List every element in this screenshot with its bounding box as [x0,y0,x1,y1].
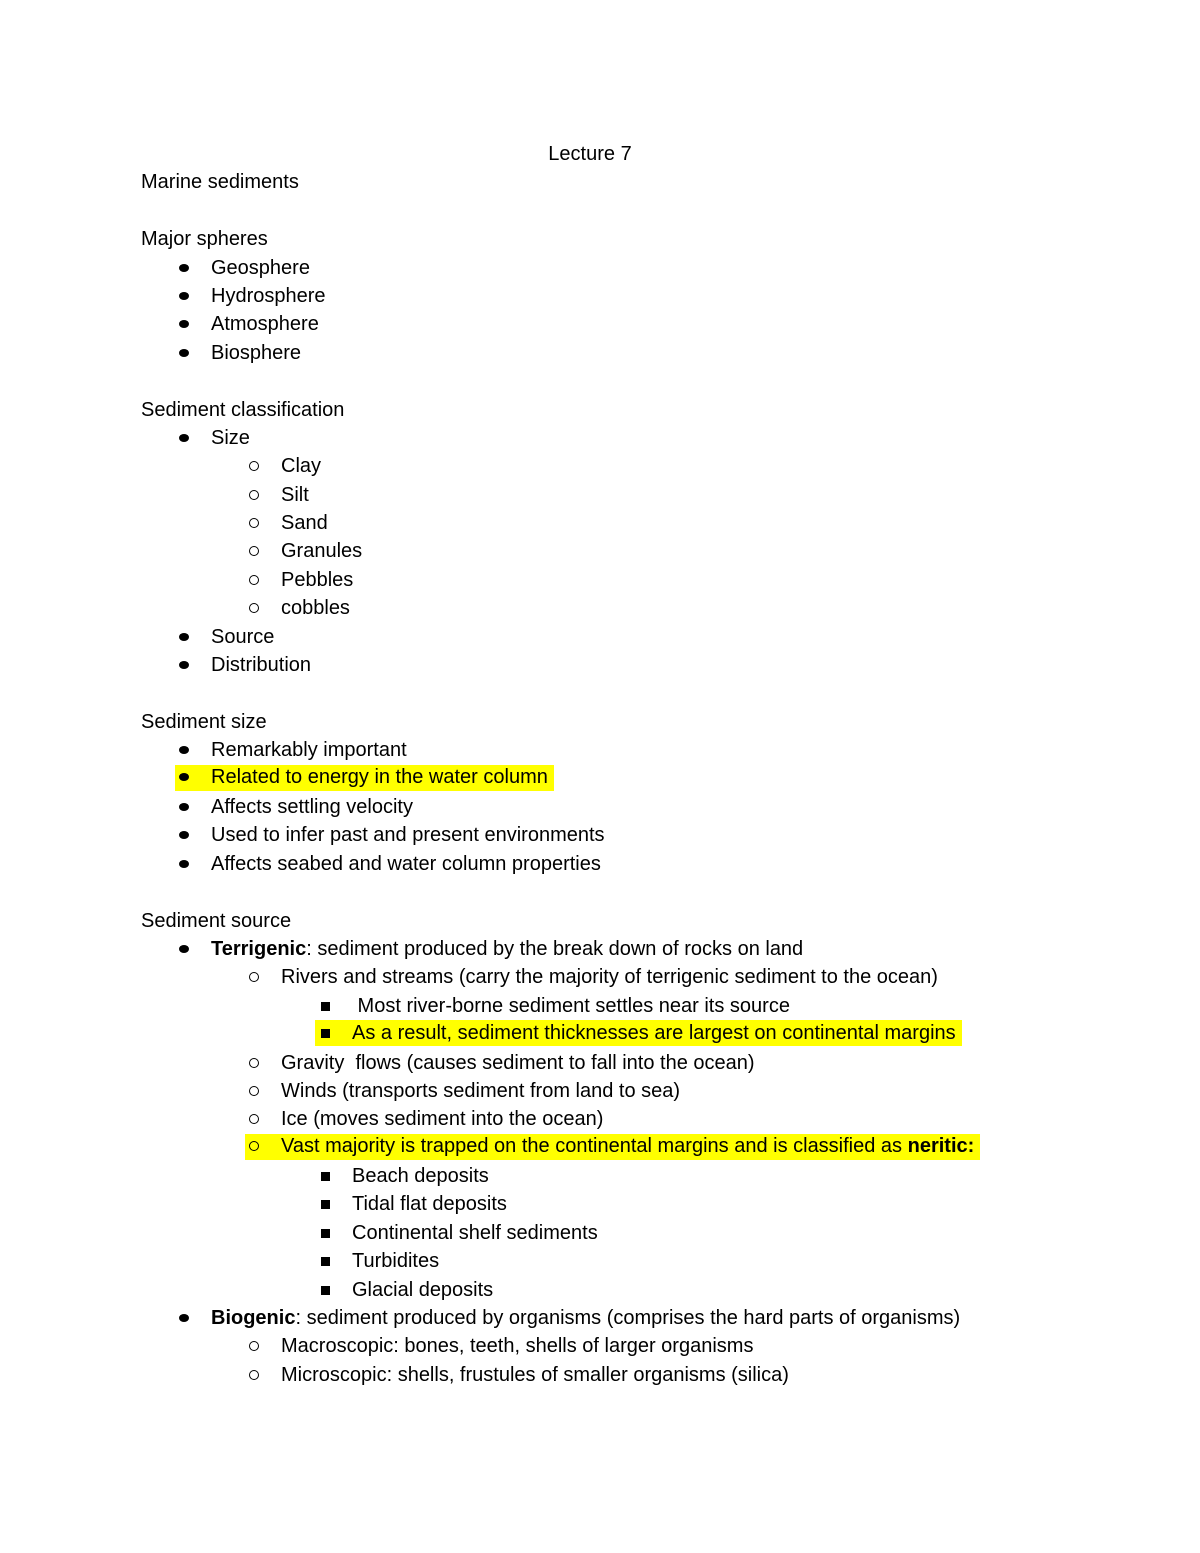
list-item: Biosphere [141,339,1061,367]
list-item: Distribution [141,651,1061,679]
list-item: Rivers and streams (carry the majority of terrigenic sediment to the ocean) [141,963,1061,991]
bullet-icon [177,850,211,878]
bullet-icon [177,339,211,367]
circle-bullet-icon [247,963,281,991]
circle-bullet-icon [247,594,281,622]
highlighted-list-item: As a result, sediment thicknesses are largest on continental margins [141,1020,1061,1048]
list-item: Granules [141,537,1061,565]
list-item: Most river-borne sediment settles near its source [141,992,1061,1020]
bullet-icon [177,935,211,963]
list-item: Atmosphere [141,310,1061,338]
classification-heading: Sediment classification [141,398,345,421]
list-item: Turbidites [141,1247,1061,1275]
square-bullet-icon [317,1162,352,1190]
square-bullet-icon [317,1276,352,1304]
bullet-icon [177,623,211,651]
bullet-icon [177,310,211,338]
list-item: Beach deposits [141,1162,1061,1190]
list-item: Gravity flows (causes sediment to fall into the ocean) [141,1049,1061,1077]
list-item: cobbles [141,594,1061,622]
list-item: Pebbles [141,566,1061,594]
highlighted-list-item: Related to energy in the water column [141,765,1061,793]
circle-bullet-icon [247,1077,281,1105]
list-item: Tidal flat deposits [141,1190,1061,1218]
list-item: Affects settling velocity [141,793,1061,821]
list-item: Sand [141,509,1061,537]
bullet-icon [177,821,211,849]
list-item: Used to infer past and present environments [141,821,1061,849]
highlighted-list-item: Vast majority is trapped on the continental margins and is classified as neritic: [141,1134,1061,1162]
list-item: Terrigenic : sediment produced by the break down of rocks on land [141,935,1061,963]
list-item: Source [141,623,1061,651]
circle-bullet-icon [247,452,281,480]
document-body [141,140,1061,1389]
square-bullet-icon [317,1247,352,1275]
bullet-icon [177,736,211,764]
circle-bullet-icon [245,1132,281,1160]
bullet-icon [175,763,211,791]
list-item: Silt [141,481,1061,509]
source-heading: Sediment source [141,909,292,932]
list-item: Glacial deposits [141,1276,1061,1304]
bullet-icon [177,254,211,282]
list-item: Size [141,424,1061,452]
bullet-icon [177,793,211,821]
circle-bullet-icon [247,509,281,537]
bullet-icon [177,282,211,310]
bullet-icon [177,1304,211,1332]
square-bullet-icon [317,1219,352,1247]
circle-bullet-icon [247,1332,281,1360]
list-item: Winds (transports sediment from land to sea) [141,1077,1061,1105]
list-item: Hydrosphere [141,282,1061,310]
square-bullet-icon [315,1019,352,1047]
circle-bullet-icon [247,1105,281,1133]
circle-bullet-icon [247,566,281,594]
list-item: Geosphere [141,254,1061,282]
circle-bullet-icon [247,537,281,565]
circle-bullet-icon [247,1049,281,1077]
list-item: Continental shelf sediments [141,1219,1061,1247]
square-bullet-icon [317,1190,352,1218]
bullet-icon [177,651,211,679]
size-heading: Sediment size [141,710,267,733]
list-item: Biogenic : sediment produced by organisms (comprises the hard parts of organisms) [141,1304,1061,1332]
circle-bullet-icon [247,1361,281,1389]
square-bullet-icon [317,992,352,1020]
list-item: Microscopic: shells, frustules of smaller organisms (silica) [141,1361,1061,1389]
list-item: Ice (moves sediment into the ocean) [141,1105,1061,1133]
circle-bullet-icon [247,481,281,509]
list-item: Affects seabed and water column properties [141,850,1061,878]
bullet-icon [177,424,211,452]
page-title: Lecture 7 [548,143,632,165]
list-item: Macroscopic: bones, teeth, shells of larger organisms [141,1332,1061,1360]
spheres-heading: Major spheres [141,228,268,251]
list-item: Clay [141,452,1061,480]
list-item: Remarkably important [141,736,1061,764]
document-subtitle: Marine sediments [141,171,299,194]
